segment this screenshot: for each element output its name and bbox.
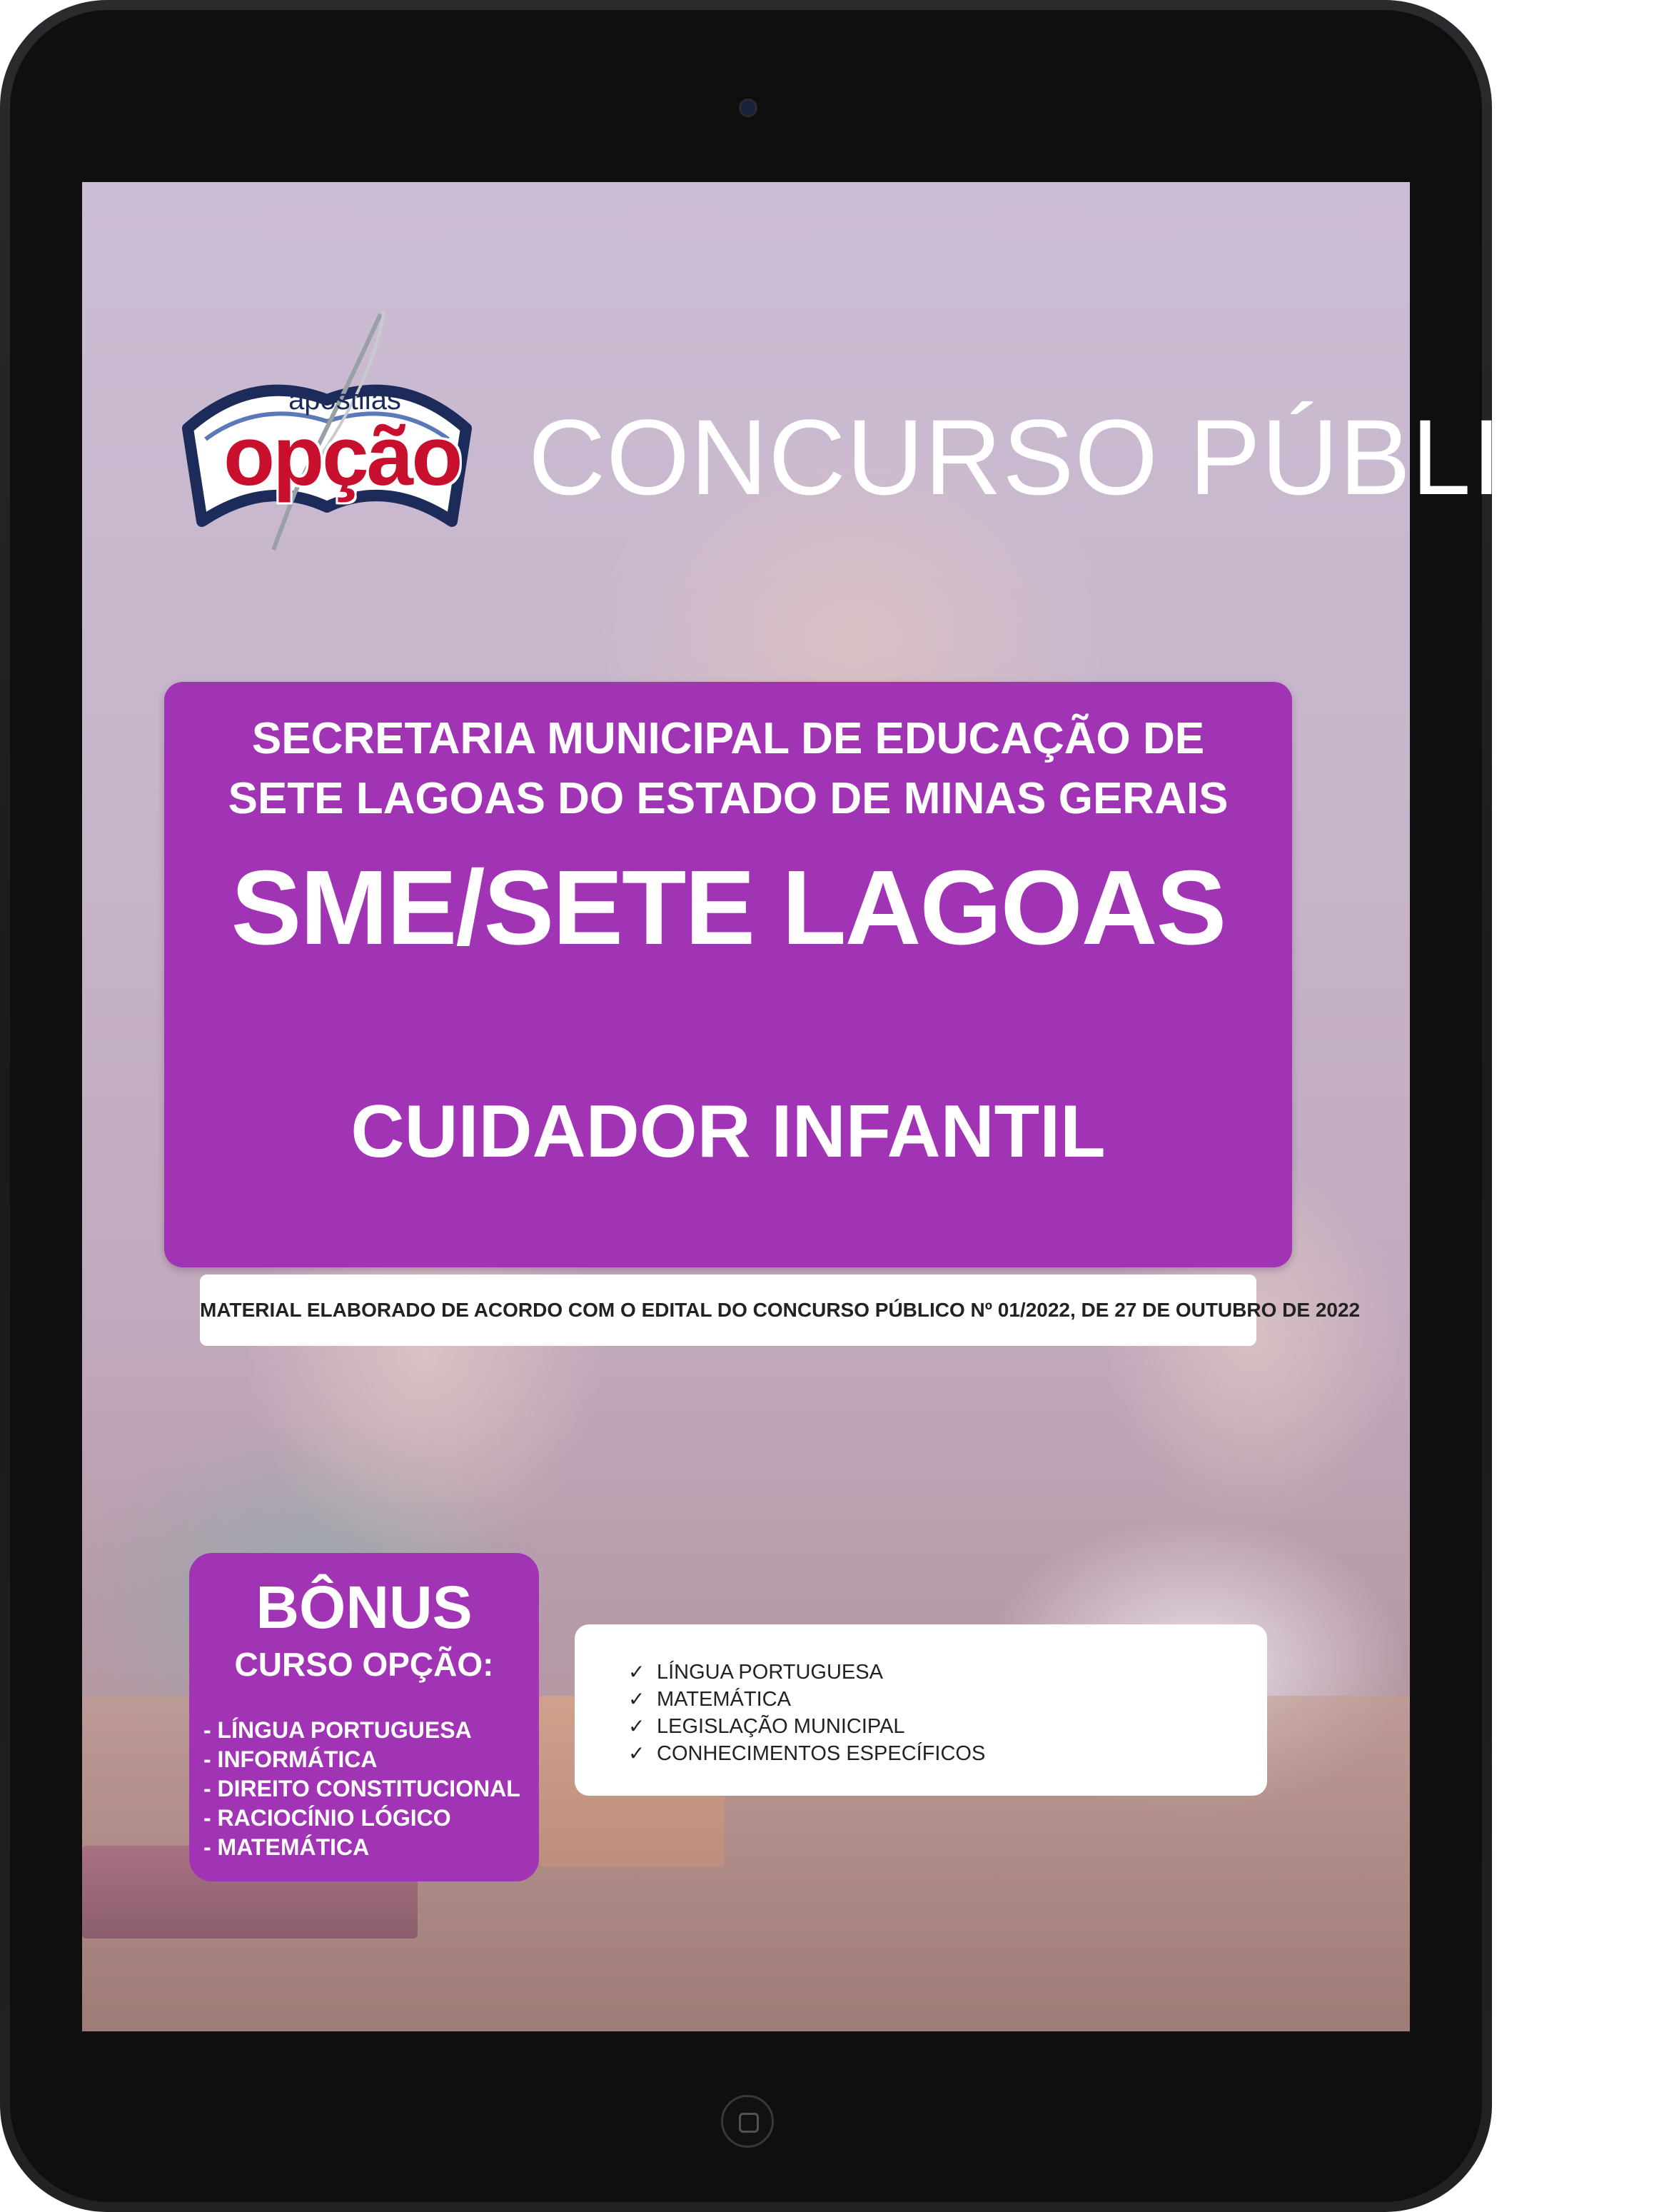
bonus-subtitle: CURSO OPÇÃO: bbox=[234, 1646, 494, 1683]
subject-label: MATEMÁTICA bbox=[657, 1688, 791, 1711]
subject-label: CONHECIMENTOS ESPECÍFICOS bbox=[657, 1742, 986, 1765]
bonus-item: - RACIOCÍNIO LÓGICO bbox=[203, 1805, 451, 1831]
brand-logo bbox=[166, 293, 488, 564]
subject-item bbox=[628, 1659, 985, 1686]
bonus-item: - DIREITO CONSTITUCIONAL bbox=[203, 1776, 520, 1801]
organization-line-1: SECRETARIA MUNICIPAL DE EDUCAÇÃO DE bbox=[251, 714, 1205, 763]
bonus-item: - MATEMÁTICA bbox=[203, 1834, 370, 1860]
bonus-box bbox=[189, 1553, 539, 1881]
subjects-list bbox=[628, 1659, 985, 1767]
bonus-item: - INFORMÁTICA bbox=[203, 1746, 378, 1772]
camera-icon bbox=[739, 99, 757, 117]
title-panel bbox=[164, 682, 1292, 1267]
edital-banner bbox=[200, 1275, 1361, 1346]
subject-item bbox=[628, 1713, 985, 1740]
subject-item bbox=[628, 1686, 985, 1713]
subjects-box bbox=[575, 1624, 1267, 1796]
edital-text: MATERIAL ELABORADO DE ACORDO COM O EDITAL DO CONCURSO PÚBLICO Nº 01/2022, DE 27 DE OUTUBRO DE 2022 bbox=[200, 1299, 1361, 1321]
check-icon: ✓ bbox=[628, 1661, 645, 1683]
header-title: CONCURSO PÚBLICO bbox=[528, 397, 1664, 517]
brand-tagline: apostilas bbox=[288, 384, 401, 416]
subject-item bbox=[628, 1740, 985, 1767]
organization-line-2: SETE LAGOAS DO ESTADO DE MINAS GERAIS bbox=[228, 774, 1229, 823]
cover-screen bbox=[82, 182, 1664, 2031]
check-icon: ✓ bbox=[628, 1742, 645, 1764]
bonus-item: - LÍNGUA PORTUGUESA bbox=[203, 1717, 472, 1743]
subject-label: LEGISLAÇÃO MUNICIPAL bbox=[657, 1715, 905, 1738]
exam-title: SME/SETE LAGOAS bbox=[231, 849, 1226, 967]
home-button[interactable] bbox=[721, 2095, 774, 2148]
bonus-title: BÔNUS bbox=[256, 1574, 473, 1641]
organization-name bbox=[164, 709, 1292, 829]
home-square-icon bbox=[739, 2113, 759, 2133]
check-icon: ✓ bbox=[628, 1715, 645, 1737]
check-icon: ✓ bbox=[628, 1688, 645, 1710]
brand-name: opção bbox=[223, 409, 461, 503]
subject-label: LÍNGUA PORTUGUESA bbox=[657, 1661, 883, 1684]
bonus-list bbox=[203, 1716, 535, 1862]
job-role: CUIDADOR INFANTIL bbox=[351, 1090, 1106, 1173]
